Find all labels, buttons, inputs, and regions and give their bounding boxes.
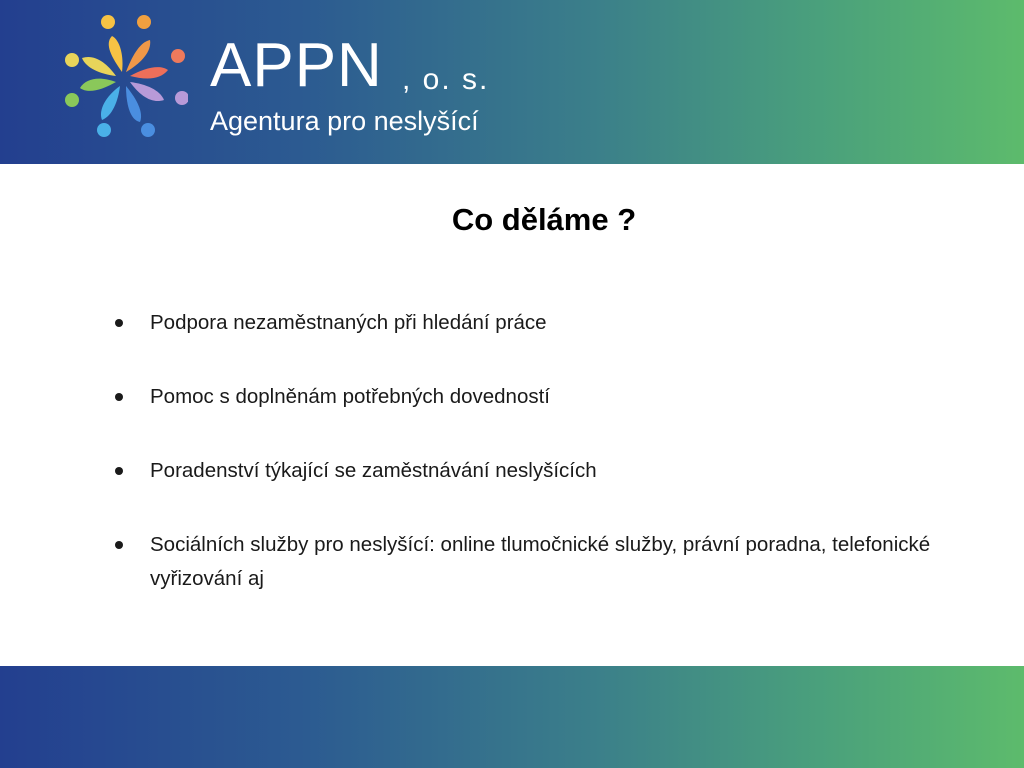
flower-logo-icon bbox=[60, 14, 188, 142]
bullet-item bbox=[110, 454, 950, 488]
bullet-list bbox=[110, 306, 950, 636]
bullet-dot-icon bbox=[115, 319, 123, 327]
bullet-text: Poradenství týkající se zaměstnávání neslyšících bbox=[150, 459, 597, 482]
bullet-text: Sociálních služby pro neslyšící: online tlumočnické služby, právní poradna, telefonické vyřizování aj bbox=[150, 533, 931, 590]
slide-title: Co děláme ? bbox=[451, 202, 637, 237]
bullet-dot-icon bbox=[115, 393, 123, 401]
footer-banner bbox=[0, 666, 1024, 768]
bullet-item bbox=[110, 380, 950, 414]
bullet-item bbox=[110, 528, 950, 596]
bullet-text: Pomoc s doplněnám potřebných dovedností bbox=[150, 385, 551, 408]
bullet-item bbox=[110, 306, 950, 340]
bullet-text: Podpora nezaměstnaných při hledání práce bbox=[150, 311, 547, 334]
brand-tagline: Agentura pro neslyšící bbox=[210, 106, 479, 136]
brand-suffix: , o. s. bbox=[402, 63, 490, 96]
bullet-dot-icon bbox=[115, 541, 123, 549]
bullet-dot-icon bbox=[115, 467, 123, 475]
header-banner bbox=[0, 0, 1024, 164]
brand-name: APPN bbox=[210, 31, 383, 100]
